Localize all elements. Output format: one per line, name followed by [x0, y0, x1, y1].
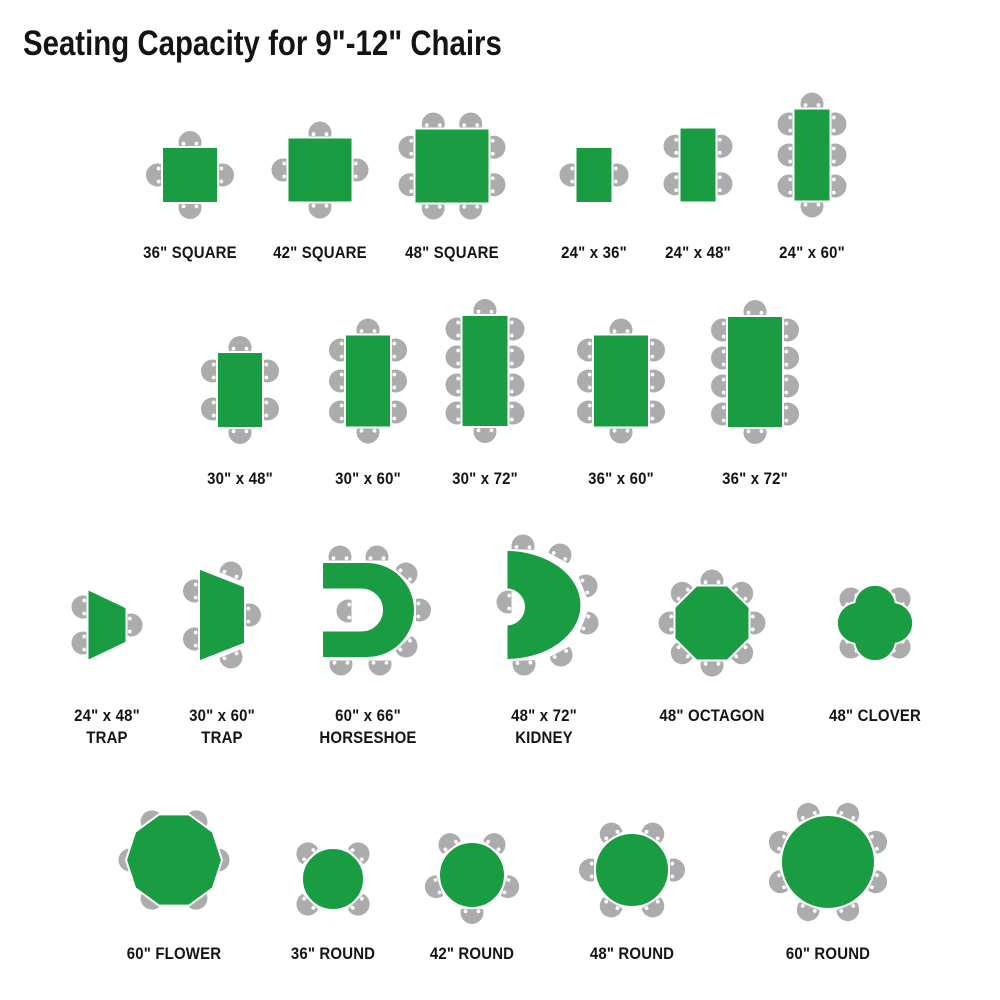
- chair-icon: [183, 628, 198, 651]
- chair-icon: [445, 346, 460, 369]
- chair-icon: [392, 339, 407, 362]
- chair-icon: [128, 614, 143, 637]
- chair-icon: [711, 347, 726, 370]
- table-label-line: 60" ROUND: [785, 944, 871, 963]
- chair-icon: [329, 401, 344, 424]
- table-label-line: 48" CLOVER: [829, 706, 921, 725]
- chair-icon: [744, 429, 767, 444]
- table-top-square-48: [415, 129, 490, 204]
- table-figure-rect-30x72: [445, 299, 524, 443]
- table-top-flower-60: [126, 814, 222, 905]
- table-label-line: 36" SQUARE: [143, 243, 237, 262]
- chair-icon: [329, 545, 352, 560]
- chair-icon: [832, 175, 847, 198]
- chair-icon: [610, 429, 633, 444]
- chair-icon: [445, 318, 460, 341]
- table-top-round-36: [302, 848, 364, 910]
- chair-icon: [751, 612, 766, 635]
- table-figure-rect-24x48: [663, 128, 732, 203]
- table-top-rect-36x60: [593, 335, 649, 428]
- chair-icon: [179, 204, 202, 219]
- chair-icon: [658, 612, 673, 635]
- chair-icon: [510, 402, 525, 425]
- chair-icon: [416, 599, 431, 622]
- table-top-round-60: [781, 815, 875, 909]
- chair-icon: [496, 591, 511, 614]
- chair-icon: [491, 173, 506, 196]
- chair-icon: [422, 112, 445, 127]
- table-figure-octagon-48: [658, 569, 765, 676]
- chair-icon: [777, 144, 792, 167]
- table-figure-flower-60: [118, 806, 229, 914]
- table-top-square-36: [162, 147, 218, 203]
- chair-icon: [784, 375, 799, 398]
- chair-icon: [246, 604, 261, 627]
- table-top-rect-30x72: [462, 315, 509, 427]
- chair-icon: [510, 374, 525, 397]
- chair-icon: [474, 299, 497, 314]
- table-figure-round-42: [422, 829, 522, 924]
- table-top-round-42: [439, 842, 505, 908]
- chair-icon: [491, 136, 506, 159]
- page-title: Seating Capacity for 9"-12" Chairs: [23, 24, 502, 63]
- table-figure-horseshoe-60x66: [322, 545, 431, 675]
- table-top-octagon-48: [674, 585, 749, 660]
- table-label-line: 30" x 60": [189, 706, 255, 725]
- table-label-line: 42" ROUND: [429, 944, 515, 963]
- chair-icon: [398, 173, 413, 196]
- chair-icon: [784, 403, 799, 426]
- table-figure-square-42: [271, 121, 368, 218]
- table-top-rect-24x60: [794, 109, 831, 202]
- chair-icon: [610, 318, 633, 333]
- chair-icon: [461, 909, 484, 924]
- chair-icon: [549, 647, 576, 671]
- chair-icon: [329, 370, 344, 393]
- chair-icon: [777, 113, 792, 136]
- table-figure-rect-24x36: [559, 147, 628, 203]
- table-label-line: 24" x 36": [561, 243, 627, 262]
- chair-icon: [71, 596, 86, 619]
- chair-icon: [392, 401, 407, 424]
- table-label-line: 60" FLOWER: [126, 944, 222, 963]
- chair-icon: [459, 112, 482, 127]
- chair-icon: [650, 401, 665, 424]
- table-figure-trap-30x60: [183, 558, 261, 672]
- table-label-line: 48" OCTAGON: [659, 706, 765, 725]
- table-figure-rect-36x60: [577, 318, 665, 443]
- chair-icon: [366, 545, 389, 560]
- chair-icon: [179, 131, 202, 146]
- table-figure-rect-30x48: [201, 336, 279, 444]
- table-label-line: 36" x 72": [722, 469, 788, 488]
- chair-icon: [777, 175, 792, 198]
- chair-icon: [357, 429, 380, 444]
- chair-icon: [614, 164, 629, 187]
- chair-icon: [336, 600, 351, 623]
- table-figure-clover-48: [835, 583, 916, 664]
- chair-icon: [201, 398, 216, 421]
- table-figure-round-48: [579, 818, 685, 921]
- chair-icon: [577, 401, 592, 424]
- table-figure-rect-30x60: [329, 318, 407, 443]
- table-top-rect-36x72: [727, 316, 783, 428]
- chair-icon: [718, 172, 733, 195]
- table-top-horseshoe-60x66: [322, 562, 415, 658]
- chair-icon: [309, 121, 332, 136]
- table-label-line: 30" x 72": [452, 469, 518, 488]
- table-label-line: 24" x 48": [665, 243, 731, 262]
- table-label-line: 30" x 48": [207, 469, 273, 488]
- chair-icon: [744, 300, 767, 315]
- table-figure-rect-24x60: [777, 92, 846, 217]
- chair-icon: [650, 370, 665, 393]
- chair-icon: [392, 370, 407, 393]
- table-figure-square-36: [146, 131, 234, 219]
- table-label-line: 42" SQUARE: [273, 243, 367, 262]
- table-label-line: 36" ROUND: [290, 944, 376, 963]
- table-top-square-42: [288, 138, 353, 203]
- chair-icon: [510, 346, 525, 369]
- table-top-kidney-48x72: [507, 550, 582, 660]
- chair-icon: [183, 580, 198, 603]
- chair-icon: [832, 144, 847, 167]
- chair-icon: [510, 318, 525, 341]
- chair-icon: [264, 360, 279, 383]
- table-label-line: 24" x 60": [779, 243, 845, 262]
- table-label-line: 48" SQUARE: [405, 243, 499, 262]
- chair-icon: [577, 370, 592, 393]
- table-label-line: 48" x 72": [511, 706, 577, 725]
- chair-icon: [577, 339, 592, 362]
- chair-icon: [445, 374, 460, 397]
- chair-icon: [701, 569, 724, 584]
- chair-icon: [784, 319, 799, 342]
- table-label-line: TRAP: [201, 728, 243, 747]
- table-figure-kidney-48x72: [496, 534, 601, 676]
- chair-icon: [71, 632, 86, 655]
- chair-icon: [579, 859, 594, 882]
- chair-icon: [670, 859, 685, 882]
- chair-icon: [711, 319, 726, 342]
- chair-icon: [784, 347, 799, 370]
- table-top-rect-30x48: [217, 352, 263, 428]
- chair-icon: [459, 205, 482, 220]
- table-label-line: TRAP: [86, 728, 128, 747]
- chair-icon: [801, 92, 824, 107]
- chair-icon: [701, 662, 724, 677]
- chair-icon: [512, 660, 536, 676]
- table-top-trap-24x48: [88, 589, 127, 661]
- table-label-line: 30" x 60": [335, 469, 401, 488]
- table-label-line: 48" ROUND: [589, 944, 675, 963]
- chair-icon: [146, 164, 161, 187]
- chair-icon: [548, 539, 575, 563]
- table-label-line: 36" x 60": [588, 469, 654, 488]
- table-label-line: 24" x 48": [74, 706, 140, 725]
- chair-icon: [579, 611, 602, 638]
- chair-icon: [354, 159, 369, 182]
- chair-icon: [711, 375, 726, 398]
- table-label-line: 60" x 66": [335, 706, 401, 725]
- chair-icon: [511, 534, 535, 550]
- chair-icon: [663, 172, 678, 195]
- table-top-rect-30x60: [345, 335, 391, 428]
- table-figure-trap-24x48: [71, 589, 142, 661]
- chair-icon: [271, 159, 286, 182]
- chair-icon: [559, 164, 574, 187]
- chair-icon: [229, 429, 252, 444]
- chair-icon: [663, 135, 678, 158]
- chair-icon: [650, 339, 665, 362]
- chair-icon: [718, 135, 733, 158]
- chair-icon: [832, 113, 847, 136]
- chair-icon: [357, 318, 380, 333]
- table-top-trap-30x60: [199, 569, 245, 662]
- chair-icon: [578, 571, 601, 598]
- table-top-rect-24x36: [576, 147, 613, 203]
- chair-icon: [711, 403, 726, 426]
- chair-icon: [422, 205, 445, 220]
- table-top-round-48: [595, 833, 669, 907]
- chair-icon: [330, 661, 353, 676]
- chair-icon: [219, 164, 234, 187]
- chair-icon: [309, 204, 332, 219]
- chair-icon: [264, 398, 279, 421]
- chair-icon: [369, 661, 392, 676]
- table-figure-square-48: [398, 112, 505, 219]
- table-figure-round-60: [765, 799, 890, 924]
- chair-icon: [801, 203, 824, 218]
- chair-icon: [329, 339, 344, 362]
- table-top-rect-24x48: [680, 128, 717, 203]
- chair-icon: [398, 136, 413, 159]
- table-figure-round-36: [292, 838, 375, 921]
- table-label-line: HORSESHOE: [319, 728, 417, 747]
- chair-icon: [229, 336, 252, 351]
- table-label-line: KIDNEY: [515, 728, 573, 747]
- table-figure-rect-36x72: [711, 300, 799, 444]
- chair-icon: [445, 402, 460, 425]
- chair-icon: [201, 360, 216, 383]
- chair-icon: [474, 428, 497, 443]
